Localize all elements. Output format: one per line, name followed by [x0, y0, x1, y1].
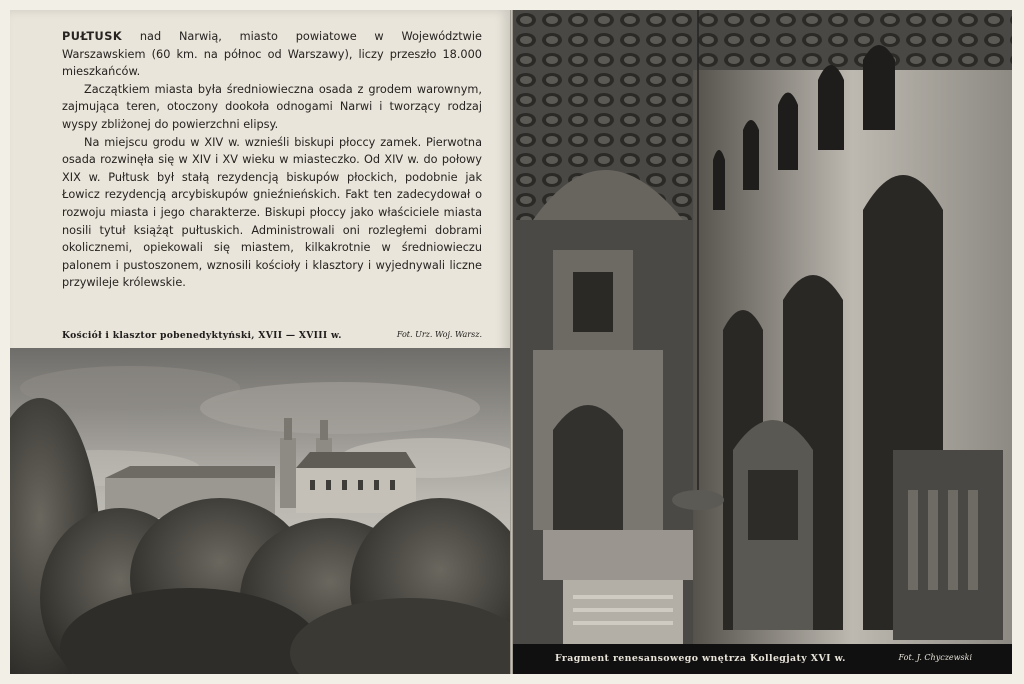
paragraph-intro [62, 28, 482, 81]
church-interior-illustration [513, 10, 1012, 644]
history-text [62, 28, 482, 328]
left-caption [62, 330, 482, 346]
left-photo-credit: Fot. Urz. Woj. Warsz. [396, 330, 482, 339]
intro-text: nad Narwią, miasto powiatowe w Województwie Warszawskiem (60 km. na północ od Warszawy), liczy przeszło 18.000 mieszkańców. [62, 30, 482, 79]
left-caption-title: Kościół i klasztor pobenedyktyński, XVII — XVIII w. [62, 330, 342, 341]
town-name: PUŁTUSK [62, 30, 123, 43]
left-page [10, 10, 510, 674]
church-landscape-photo [10, 348, 510, 674]
paragraph-origin: Zaczątkiem miasta była średniowieczna osada z grodem warownym, zajmująca teren, otoczony dookoła odnogami Narwi i tworzący rodzaj wyspy zbliżonej do powierzchni elipsy. [62, 82, 482, 131]
paragraph-history: Na miejscu grodu w XIV w. wznieśli biskupi płoccy zamek. Pierwotna osada rozwinęła się w XIV i XV wieku w miasteczko. Od XIV w. do połowy XIX w. Pułtusk był stałą rezydencją biskupów płockich, podobnie jak Łowicz rezydencją arcybiskupów gnieźnieńskich. Fakt ten zadecydował o rozwoju miasta i jego charakterze. Biskupi płoccy jako właściciele miasta nosili tytuł książąt pułtuskich. Administrowali oni rozległemi dobrami okolicznemi, opiekowali się miastem, kilkakrotnie w średniowieczu palonem i pustoszonem, wznosili kościoły i klasztory i wyjednywali liczne przywileje królewskie. [62, 135, 482, 290]
right-page [513, 10, 1012, 674]
right-photo-credit: Fot. J. Chyczewski [898, 653, 972, 662]
right-caption-title: Fragment renesansowego wnętrza Kollegjaty XVI w. [555, 653, 846, 664]
church-landscape-illustration [10, 348, 510, 674]
right-caption [513, 644, 1012, 674]
booklet-spread [10, 10, 1012, 674]
